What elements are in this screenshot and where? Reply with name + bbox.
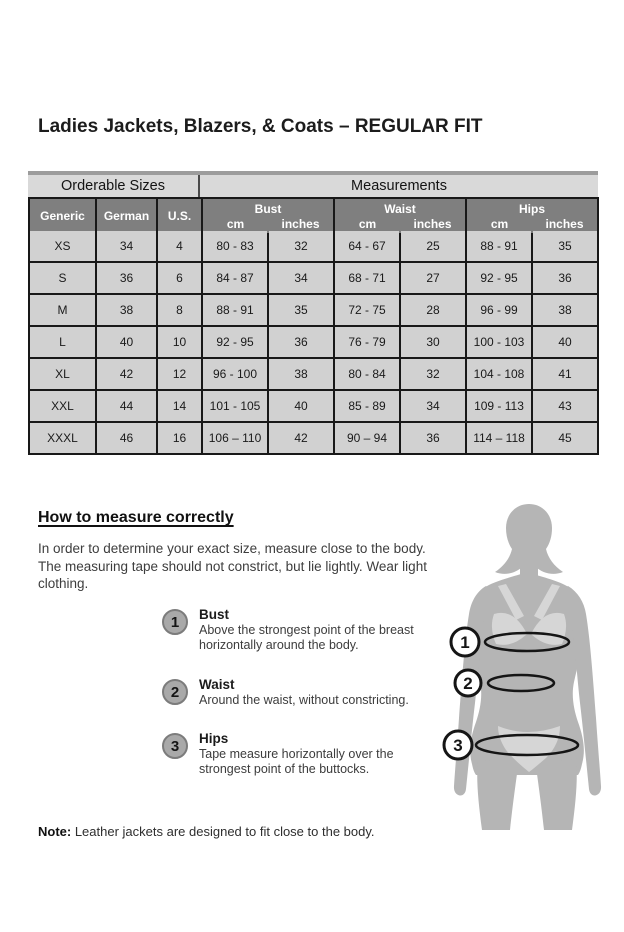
- table-cell: 36: [269, 327, 333, 357]
- table-cell: 43: [533, 391, 597, 421]
- table-band: [28, 171, 598, 197]
- table-cell: 80 - 83: [203, 231, 267, 261]
- intro-line: In order to determine your exact size, measure close to the body.: [38, 541, 426, 556]
- table-cell: XXL: [30, 391, 95, 421]
- table-cell: 76 - 79: [335, 327, 399, 357]
- table-cell: 36: [533, 263, 597, 293]
- table-cell: 38: [97, 295, 156, 325]
- table-cell: 27: [401, 263, 465, 293]
- table-cell: 72 - 75: [335, 295, 399, 325]
- waist-label: Waist: [384, 201, 416, 216]
- table-cell: 25: [401, 231, 465, 261]
- measurement-figure: [434, 498, 624, 830]
- table-cell: L: [30, 327, 95, 357]
- hips-cm-label: cm: [490, 216, 509, 231]
- measure-step-bust: [162, 607, 414, 652]
- table-cell: 32: [269, 231, 333, 261]
- table-cell: 4: [158, 231, 201, 261]
- note-label: Note:: [38, 824, 72, 839]
- figure-marker-2-label: 2: [463, 674, 473, 693]
- table-cell: 88 - 91: [467, 231, 531, 261]
- table-cell: 101 - 105: [203, 391, 267, 421]
- step-number-badge: 3: [162, 733, 188, 759]
- figure-marker-3-label: 3: [453, 736, 463, 755]
- table-cell: 36: [97, 263, 156, 293]
- col-header-german: German: [97, 199, 156, 233]
- table-cell: 40: [97, 327, 156, 357]
- table-cell: 42: [269, 423, 333, 453]
- table-cell: M: [30, 295, 95, 325]
- table-cell: 92 - 95: [203, 327, 267, 357]
- step-number-badge: 2: [162, 679, 188, 705]
- table-cell: 68 - 71: [335, 263, 399, 293]
- table-cell: XXXL: [30, 423, 95, 453]
- table-cell: 34: [401, 391, 465, 421]
- note: [38, 824, 375, 839]
- table-cell: 45: [533, 423, 597, 453]
- bust-inches-label: inches: [281, 216, 320, 231]
- waist-inches-label: inches: [413, 216, 452, 231]
- col-header-waist: [335, 199, 465, 233]
- intro-line: The measuring tape should not constrict, but lie lightly. Wear light: [38, 558, 427, 574]
- step-text: Tape measure horizontally over the: [199, 747, 394, 761]
- table-cell: 38: [533, 295, 597, 325]
- figure-left-leg: [477, 754, 519, 830]
- table-cell: 16: [158, 423, 201, 453]
- measure-guide-heading: How to measure correctly: [38, 509, 234, 526]
- table-cell: 100 - 103: [467, 327, 531, 357]
- measure-step-hips: [162, 731, 394, 776]
- table-cell: 109 - 113: [467, 391, 531, 421]
- measure-guide-intro: [38, 540, 427, 593]
- band-measurements: Measurements: [351, 178, 447, 194]
- table-cell: 42: [97, 359, 156, 389]
- hips-label: Hips: [518, 201, 545, 216]
- table-cell: 36: [401, 423, 465, 453]
- table-cell: 46: [97, 423, 156, 453]
- table-cell: 40: [533, 327, 597, 357]
- table-cell: 35: [269, 295, 333, 325]
- step-text: horizontally around the body.: [199, 637, 359, 652]
- step-title: Bust: [199, 607, 229, 622]
- table-cell: 6: [158, 263, 201, 293]
- figure-right-leg: [535, 754, 577, 830]
- table-cell: 34: [97, 231, 156, 261]
- step-title: Waist: [199, 677, 235, 692]
- step-text: strongest point of the buttocks.: [199, 761, 370, 776]
- bust-label: Bust: [254, 201, 282, 216]
- note-text: Leather jackets are designed to fit close to the body.: [71, 824, 375, 839]
- col-header-generic: Generic: [30, 199, 95, 233]
- table-cell: 8: [158, 295, 201, 325]
- table-cell: 114 – 118: [467, 423, 531, 453]
- table-cell: XL: [30, 359, 95, 389]
- table-cell: 34: [269, 263, 333, 293]
- figure-marker-1-label: 1: [460, 633, 470, 652]
- table-cell: 40: [269, 391, 333, 421]
- figure-silhouette: [454, 504, 601, 830]
- table-cell: 64 - 67: [335, 231, 399, 261]
- measure-step-waist: [162, 677, 409, 708]
- step-title: Hips: [199, 731, 229, 746]
- table-cell: 14: [158, 391, 201, 421]
- table-cell: 41: [533, 359, 597, 389]
- page-title: Ladies Jackets, Blazers, & Coats – REGULAR FIT: [38, 116, 483, 137]
- table-cell: 88 - 91: [203, 295, 267, 325]
- waist-cm-label: cm: [358, 216, 377, 231]
- intro-line: clothing.: [38, 576, 89, 591]
- table-cell: 12: [158, 359, 201, 389]
- table-cell: 30: [401, 327, 465, 357]
- table-cell: S: [30, 263, 95, 293]
- step-text: Above the strongest point of the breast: [199, 623, 414, 637]
- table-cell: 35: [533, 231, 597, 261]
- step-text: Around the waist, without constricting.: [199, 693, 409, 707]
- table-cell: 96 - 99: [467, 295, 531, 325]
- table-cell: 84 - 87: [203, 263, 267, 293]
- table-cell: 104 - 108: [467, 359, 531, 389]
- table-cell: 10: [158, 327, 201, 357]
- table-cell: 96 - 100: [203, 359, 267, 389]
- band-orderable-sizes: Orderable Sizes: [28, 175, 200, 197]
- col-header-bust: [203, 199, 333, 233]
- table-cell: 44: [97, 391, 156, 421]
- table-cell: 38: [269, 359, 333, 389]
- size-table: [28, 197, 599, 455]
- col-header-us: U.S.: [158, 199, 201, 233]
- table-cell: 32: [401, 359, 465, 389]
- table-cell: 80 - 84: [335, 359, 399, 389]
- col-header-hips: [467, 199, 597, 233]
- bust-cm-label: cm: [226, 216, 245, 231]
- step-number-badge: 1: [162, 609, 188, 635]
- table-cell: 85 - 89: [335, 391, 399, 421]
- table-cell: XS: [30, 231, 95, 261]
- table-cell: 90 – 94: [335, 423, 399, 453]
- table-cell: 106 – 110: [203, 423, 267, 453]
- table-cell: 28: [401, 295, 465, 325]
- table-cell: 92 - 95: [467, 263, 531, 293]
- hips-inches-label: inches: [545, 216, 584, 231]
